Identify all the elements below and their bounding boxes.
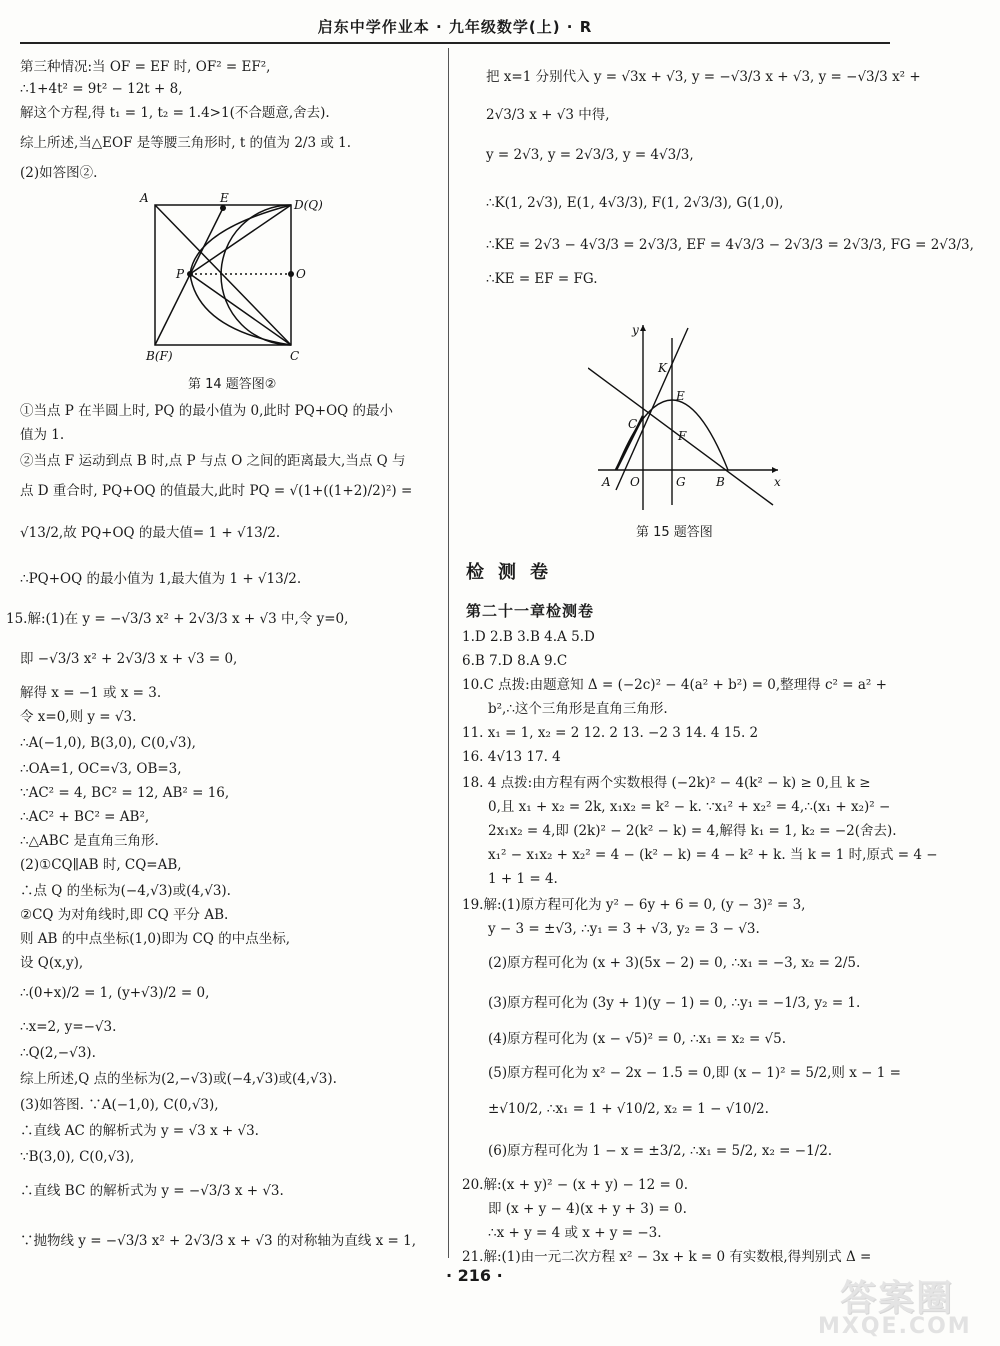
watermark xyxy=(800,1270,990,1340)
q15-line: ∴x=2, y=−√3. xyxy=(20,1019,117,1035)
q15-line: 即 −√3/3 x² + 2√3/3 x + √3 = 0, xyxy=(20,651,238,667)
answer-line: 11. x₁ = 1, x₂ = 2 12. 2 13. −2 3 14. 4 15. 2 xyxy=(462,725,759,741)
label-o: O xyxy=(630,475,640,489)
q15-line: ∴点 Q 的坐标为(−4,√3)或(4,√3). xyxy=(20,883,231,899)
answer-line: 1 + 1 = 4. xyxy=(488,871,558,887)
section-title: 检测卷 xyxy=(466,562,562,583)
answer-line: 2x₁x₂ = 4,即 (2k)² − 2(k² − k) = 4,解得 k₁ = 1, k₂ = −2(舍去). xyxy=(488,823,897,839)
text-line: 2√3/3 x + √3 中得, xyxy=(486,107,610,123)
label-o: O xyxy=(296,267,306,281)
answer-line: (3)原方程可化为 (3y + 1)(y − 1) = 0, ∴y₁ = −1/3, y₂ = 1. xyxy=(488,995,861,1011)
label-x: x xyxy=(774,475,781,489)
figure-14-diagram xyxy=(138,190,338,362)
q15-line: ∴AC² + BC² = AB², xyxy=(20,809,150,825)
answer-line: (6)原方程可化为 1 − x = ±3/2, ∴x₁ = 5/2, x₂ = −1/2. xyxy=(488,1143,833,1159)
label-p: P xyxy=(176,267,185,281)
text-line: ∴KE = EF = FG. xyxy=(486,271,598,287)
text-line: ∴PQ+OQ 的最小值为 1,最大值为 1 + √13/2. xyxy=(20,571,302,587)
q15-line: ∴A(−1,0), B(3,0), C(0,√3), xyxy=(20,735,196,751)
header-title: 启东中学作业本 · 九年级数学(上) · R xyxy=(317,18,593,36)
q15-line: 令 x=0,则 y = √3. xyxy=(20,709,137,725)
q15-line: (3)如答图. ∵A(−1,0), C(0,√3), xyxy=(20,1097,219,1113)
point-e xyxy=(220,205,226,211)
figure-15-caption: 第 15 题答图 xyxy=(636,525,713,540)
answer-line: 21.解:(1)由一元二次方程 x² − 3x + k = 0 有实数根,得判别式 Δ = xyxy=(462,1249,872,1265)
label-g: G xyxy=(676,475,686,489)
answer-line: ∴x + y = 4 或 x + y = −3. xyxy=(488,1225,662,1241)
q15-line: ∴△ABC 是直角三角形. xyxy=(20,833,159,849)
point-p xyxy=(187,271,193,277)
figure-14-caption: 第 14 题答图② xyxy=(188,377,277,392)
text-line: (2)如答图②. xyxy=(20,165,98,181)
text-line: ∴K(1, 2√3), E(1, 4√3/3), F(1, 2√3/3), G(1,0), xyxy=(486,195,784,211)
text-line: 解这个方程,得 t₁ = 1, t₂ = 1.4>1(不合题意,舍去). xyxy=(20,105,330,121)
answer-line: 即 (x + y − 4)(x + y + 3) = 0. xyxy=(488,1201,687,1217)
text-line: 综上所述,当△EOF 是等腰三角形时, t 的值为 2/3 或 1. xyxy=(20,135,352,151)
label-b: B xyxy=(716,475,725,489)
q15-line: ∴直线 BC 的解析式为 y = −√3/3 x + √3. xyxy=(20,1183,284,1199)
column-divider xyxy=(448,48,449,1258)
text-line: √13/2,故 PQ+OQ 的最大值= 1 + √13/2. xyxy=(20,525,281,541)
text-line: ∴1+4t² = 9t² − 12t + 8, xyxy=(20,81,183,97)
q15-line: 解得 x = −1 或 x = 3. xyxy=(20,685,162,701)
label-a: A xyxy=(140,191,149,205)
page-number: · 216 · xyxy=(446,1266,503,1285)
text-line: 点 D 重合时, PQ+OQ 的值最大,此时 PQ = √(1+((1+2)/2)²) = xyxy=(20,483,413,499)
label-f: F xyxy=(678,429,687,443)
label-a: A xyxy=(602,475,611,489)
label-e: E xyxy=(676,389,685,403)
label-c: C xyxy=(628,417,638,431)
answer-line: 16. 4√13 17. 4 xyxy=(462,749,561,765)
text-line: ②当点 F 运动到点 B 时,点 P 与点 O 之间的距离最大,当点 Q 与 xyxy=(20,453,406,469)
answer-line: 6.B 7.D 8.A 9.C xyxy=(462,653,568,669)
q15-line: 设 Q(x,y), xyxy=(20,955,84,971)
label-dq: D(Q) xyxy=(294,198,323,212)
figure-15-diagram xyxy=(588,320,788,510)
answer-line: 20.解:(x + y)² − (x + y) − 12 = 0. xyxy=(462,1177,689,1193)
answer-line: (5)原方程可化为 x² − 2x − 1.5 = 0,即 (x − 1)² = 5/2,则 x − 1 = xyxy=(488,1065,901,1081)
y-axis-arrow xyxy=(640,325,646,331)
text-line: 把 x=1 分别代入 y = √3x + √3, y = −√3/3 x + √3, y = −√3/3 x² + xyxy=(486,69,921,85)
text-line: 第三种情况:当 OF = EF 时, OF² = EF², xyxy=(20,59,271,75)
answer-line: 0,且 x₁ + x₂ = 2k, x₁x₂ = k² − k. ∵x₁² + x₂² = 4,∴(x₁ + x₂)² − xyxy=(488,799,891,815)
q15-line: ∴(0+x)/2 = 1, (y+√3)/2 = 0, xyxy=(20,985,210,1001)
answer-line: ±√10/2, ∴x₁ = 1 + √10/2, x₂ = 1 − √10/2. xyxy=(488,1101,769,1117)
label-bf: B(F) xyxy=(146,349,173,362)
watermark-line1: 答案圈 xyxy=(840,1278,955,1319)
label-k: K xyxy=(658,361,667,375)
running-header xyxy=(20,16,890,44)
watermark-line2: MXQE.COM xyxy=(818,1314,972,1339)
q15-line: ②CQ 为对角线时,即 CQ 平分 AB. xyxy=(20,907,229,923)
answer-line: (2)原方程可化为 (x + 3)(5x − 2) = 0, ∴x₁ = −3, x₂ = 2/5. xyxy=(488,955,861,971)
answer-line: 18. 4 点拨:由方程有两个实数根得 (−2k)² − 4(k² − k) ≥ 0,且 k ≥ xyxy=(462,775,871,791)
text-line: 值为 1. xyxy=(20,427,65,443)
line-pd xyxy=(190,205,291,274)
q15-line: ∵AC² = 4, BC² = 12, AB² = 16, xyxy=(20,785,230,801)
answer-line: b²,∴这个三角形是直角三角形. xyxy=(488,701,668,717)
answer-line: (4)原方程可化为 (x − √5)² = 0, ∴x₁ = x₂ = √5. xyxy=(488,1031,787,1047)
text-line: ∴KE = 2√3 − 4√3/3 = 2√3/3, EF = 4√3/3 − 2√3/3 = 2√3/3, FG = 2√3/3, xyxy=(486,237,974,253)
answer-line: x₁² − x₁x₂ + x₂² = 4 − (k² − k) = 4 − k² + k. 当 k = 1 时,原式 = 4 − xyxy=(488,847,938,863)
text-line: ①当点 P 在半圆上时, PQ 的最小值为 0,此时 PQ+OQ 的最小 xyxy=(20,403,394,419)
q15-line: ∴Q(2,−√3). xyxy=(20,1045,96,1061)
q15-line: 15.解:(1)在 y = −√3/3 x² + 2√3/3 x + √3 中,令 y=0, xyxy=(6,611,349,627)
q15-line: 则 AB 的中点坐标(1,0)即为 CQ 的中点坐标, xyxy=(20,931,291,947)
text-line: y = 2√3, y = 2√3/3, y = 4√3/3, xyxy=(486,147,694,163)
answer-line: 10.C 点拨:由题意知 Δ = (−2c)² − 4(a² + b²) = 0,整理得 c² = a² + xyxy=(462,677,887,693)
point-o xyxy=(288,271,294,277)
q15-line: ∵B(3,0), C(0,√3), xyxy=(20,1149,135,1165)
answer-line: y − 3 = ±√3, ∴y₁ = 3 + √3, y₂ = 3 − √3. xyxy=(488,921,760,937)
line-pc xyxy=(190,274,291,345)
q15-line: 综上所述,Q 点的坐标为(2,−√3)或(−4,√3)或(4,√3). xyxy=(20,1071,337,1087)
q15-line: ∴直线 AC 的解析式为 y = √3 x + √3. xyxy=(20,1123,259,1139)
q15-line: ∵抛物线 y = −√3/3 x² + 2√3/3 x + √3 的对称轴为直线 x = 1, xyxy=(20,1233,417,1249)
label-c: C xyxy=(290,349,300,362)
q15-line: ∴OA=1, OC=√3, OB=3, xyxy=(20,761,182,777)
x-axis-arrow xyxy=(772,467,778,473)
q15-line: (2)①CQ∥AB 时, CQ=AB, xyxy=(20,857,182,873)
chapter-title: 第二十一章检测卷 xyxy=(466,602,595,620)
label-y: y xyxy=(632,323,639,337)
answer-line: 19.解:(1)原方程可化为 y² − 6y + 6 = 0, (y − 3)² = 3, xyxy=(462,897,806,913)
answer-line: 1.D 2.B 3.B 4.A 5.D xyxy=(462,629,595,645)
label-e: E xyxy=(220,191,229,205)
